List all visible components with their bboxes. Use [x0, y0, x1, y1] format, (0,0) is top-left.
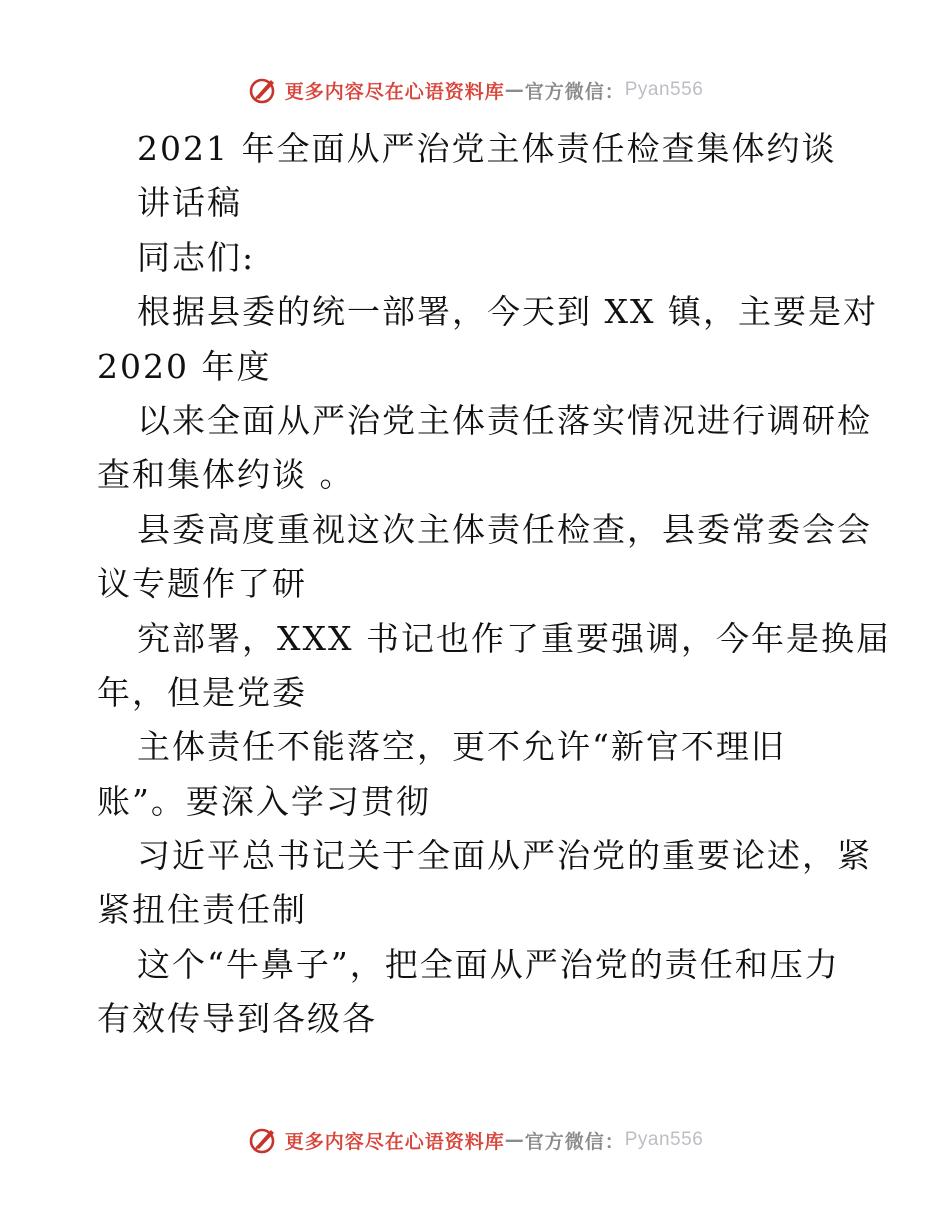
- doc-line: 2021 年全面从严治党主体责任检查集体约谈: [137, 129, 837, 168]
- watermark-dash: —: [504, 1129, 525, 1151]
- header-watermark: [0, 70, 950, 110]
- watermark-label: 官方微信：: [524, 80, 625, 103]
- doc-line: 有效传导到各级各: [97, 999, 377, 1039]
- watermark-dash: —: [504, 79, 525, 101]
- doc-line: 县委高度重视这次主体责任检查，县委常委会会: [137, 509, 872, 549]
- doc-line: 2020 年度: [97, 346, 272, 386]
- doc-line: 年，但是党委: [97, 672, 307, 712]
- doc-line: 讲话稿: [137, 183, 242, 223]
- doc-line: 紧扭住责任制: [97, 890, 307, 930]
- watermark-handle: Pyan556: [624, 1129, 704, 1150]
- doc-line: 究部署，XXX 书记也作了重要强调，今年是换届: [137, 618, 891, 658]
- footer-watermark: [0, 1120, 950, 1160]
- quill-seal-icon: [247, 1124, 279, 1156]
- watermark-label: 官方微信：: [524, 1130, 625, 1153]
- doc-line: 这个“牛鼻子”，把全面从严治党的责任和压力: [137, 944, 840, 984]
- doc-line: 账”。要深入学习贯彻: [97, 781, 431, 821]
- quill-seal-icon: [247, 74, 279, 106]
- doc-line: 以来全面从严治党主体责任落实情况进行调研检: [137, 400, 872, 440]
- watermark-text: 更多内容尽在心语资料库: [284, 1130, 505, 1153]
- doc-line: 习近平总书记关于全面从严治党的重要论述，紧: [137, 836, 872, 876]
- doc-line: 根据县委的统一部署，今天到 XX 镇，主要是对: [137, 292, 878, 332]
- doc-line: 议专题作了研: [97, 564, 307, 604]
- doc-line: 查和集体约谈 。: [97, 455, 355, 495]
- document-body: [97, 122, 891, 1047]
- doc-line: 同志们:: [137, 237, 256, 277]
- watermark-handle: Pyan556: [624, 79, 704, 100]
- watermark-text: 更多内容尽在心语资料库: [284, 80, 505, 103]
- doc-line: 主体责任不能落空，更不允许“新官不理旧: [137, 727, 786, 767]
